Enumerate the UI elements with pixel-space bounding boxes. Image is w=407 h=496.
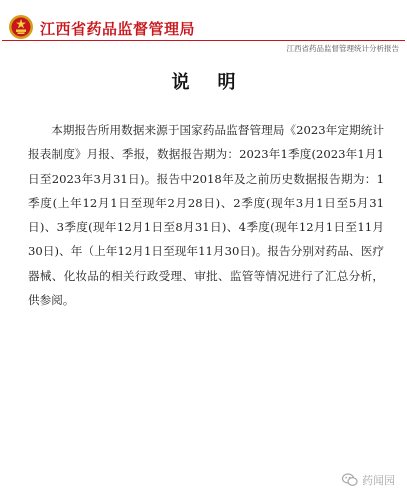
national-emblem-icon xyxy=(8,14,34,40)
wechat-icon xyxy=(342,473,358,487)
header-divider xyxy=(2,40,405,41)
watermark xyxy=(342,472,395,488)
document-header xyxy=(0,0,407,60)
watermark-text: 药闻园 xyxy=(362,474,395,487)
report-name: 江西省药品监督管理统计分析报告 xyxy=(286,44,399,53)
page-title: 说明 xyxy=(171,72,264,93)
org-name: 江西省药品监督管理局 xyxy=(40,20,196,38)
body-paragraph: 本期报告所用数据来源于国家药品监督管理局《2023年定期统计报表制度》月报、季报，数据报告期为：2023年1季度(2023年1月1日至2023年3月31日)。报告中2018年及之前历史数据报告期为：1季度(上年12月1日至现年2月28日)、2季度(现年3月1日至5月31日)、3季度(现年12月1日至8月31日)、4季度(现年12月1日至11月30日)、年（上年12月1日至现年11月30日)。报告分别对药品、医疗器械、化妆品的相关行政受理、审批、监管等情况进行了汇总分析，供参阅。 xyxy=(28,123,384,308)
